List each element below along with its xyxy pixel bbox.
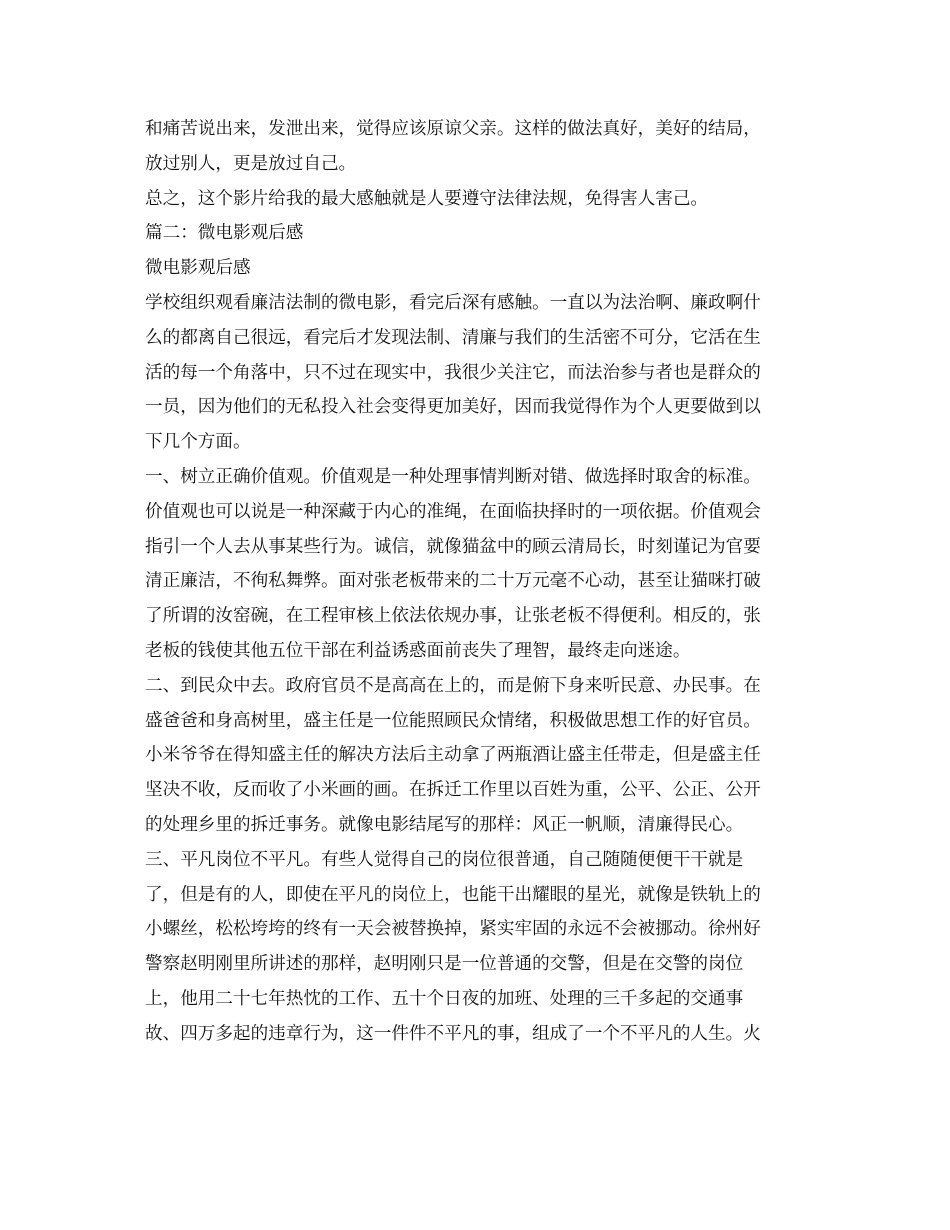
text-line: 坚决不收，反而收了小米画的画。在拆迁工作里以百姓为重，公平、公正、公开 <box>145 780 761 801</box>
text-line: 了，但是有的人，即使在平凡的岗位上，也能干出耀眼的星光，就像是铁轨上的 <box>145 884 761 905</box>
text-line: 学校组织观看廉洁法制的微电影，看完后深有感触。一直以为法治啊、廉政啊什 <box>145 292 761 313</box>
text-line: 的处理乡里的拆迁事务。就像电影结尾写的那样：风正一帆顺，清廉得民心。 <box>145 814 744 835</box>
text-line: 下几个方面。 <box>145 432 251 453</box>
text-line: 一、树立正确价值观。价值观是一种处理事情判断对错、做选择时取舍的标准。 <box>145 466 761 487</box>
text-line: 了所谓的汝窑碗，在工程审核上依法依规办事，让张老板不得便利。相反的，张 <box>145 606 761 627</box>
text-line: 放过别人，更是放过自己。 <box>145 153 357 174</box>
text-line: 上，他用二十七年热忱的工作、五十个日夜的加班、处理的三千多起的交通事 <box>145 988 744 1009</box>
text-line: 警察赵明刚里所讲述的那样，赵明刚只是一位普通的交警，但是在交警的岗位 <box>145 954 744 975</box>
text-line: 价值观也可以说是一种深藏于内心的准绳，在面临抉择时的一项依据。价值观会 <box>145 501 761 522</box>
text-line: 和痛苦说出来，发泄出来，觉得应该原谅父亲。这样的做法真好，美好的结局， <box>145 119 761 139</box>
document-body <box>145 112 805 1052</box>
text-line: 老板的钱使其他五位干部在利益诱惑面前丧失了理智，最终走向迷途。 <box>145 640 691 661</box>
text-line: 小螺丝，松松垮垮的终有一天会被替换掉，紧实牢固的永远不会被挪动。徐州好 <box>145 919 761 940</box>
text-line: 二、到民众中去。政府官员不是高高在上的，而是俯下身来听民意、办民事。在 <box>145 675 761 696</box>
text-line: 盛爸爸和身高树里，盛主任是一位能照顾民众情绪，积极做思想工作的好官员。 <box>145 710 761 731</box>
text-line: 三、平凡岗位不平凡。有些人觉得自己的岗位很普通，自己随随便便干干就是 <box>145 849 744 870</box>
text-line: 么的都离自己很远，看完后才发现法制、清廉与我们的生活密不可分，它活在生 <box>145 327 761 348</box>
text-line: 活的每一个角落中，只不过在现实中，我很少关注它，而法治参与者也是群众的 <box>145 362 761 383</box>
text-line: 故、四万多起的违章行为，这一件件不平凡的事，组成了一个不平凡的人生。火 <box>145 1023 761 1044</box>
text-line: 总之，这个影片给我的最大感触就是人要遵守法律法规，免得害人害己。 <box>145 188 709 209</box>
text-line: 指引一个人去从事某些行为。诚信，就像猫盆中的顾云清局长，时刻谨记为官要 <box>145 536 761 557</box>
section-heading: 篇二：微电影观后感 <box>145 223 304 244</box>
text-line: 一员，因为他们的无私投入社会变得更加美好，因而我觉得作为个人更要做到以 <box>145 397 761 418</box>
text-line: 清正廉洁，不徇私舞弊。面对张老板带来的二十万元毫不心动，甚至让猫咪打破 <box>145 571 761 592</box>
text-line: 小米爷爷在得知盛主任的解决方法后主动拿了两瓶酒让盛主任带走，但是盛主任 <box>145 745 761 766</box>
section-title: 微电影观后感 <box>145 258 251 279</box>
